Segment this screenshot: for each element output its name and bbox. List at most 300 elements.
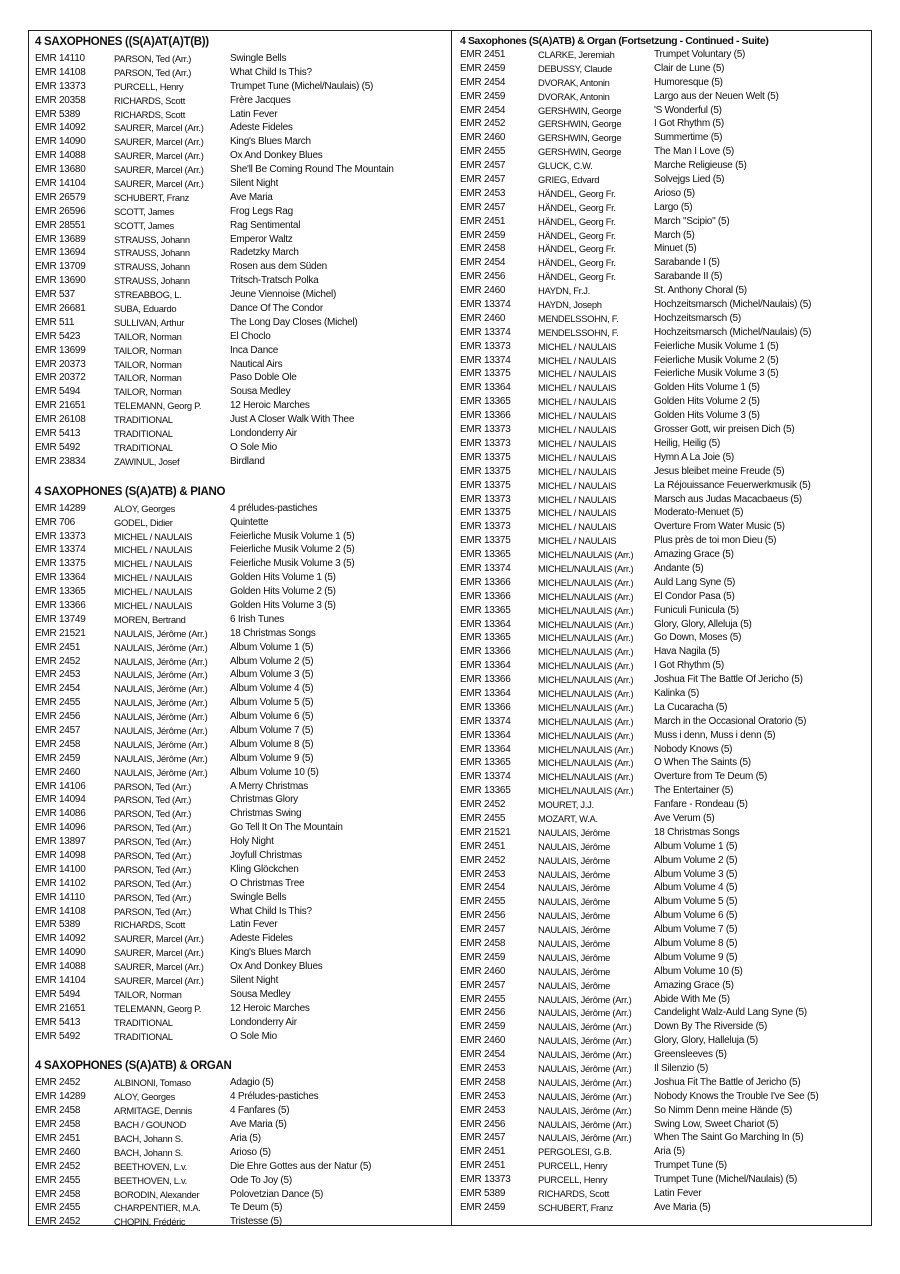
catalog-row: [35, 571, 447, 585]
title: Joshua Fit The Battle Of Jericho (5): [654, 674, 803, 686]
composer: SAURER, Marcel (Arr.): [114, 975, 204, 986]
catalog-row: [460, 993, 870, 1007]
catalog-number: EMR 14088: [35, 961, 86, 973]
title: Nautical Airs: [230, 358, 283, 370]
composer: NAULAIS, Jérôme (Arr.): [538, 1049, 632, 1061]
column-divider: [451, 30, 452, 1226]
catalog-number: EMR 28551: [35, 219, 86, 231]
title: Nobody Knows (5): [654, 743, 733, 755]
composer: HÄNDEL, Georg Fr.: [538, 215, 616, 227]
catalog-row: [35, 752, 447, 766]
title: Album Volume 7 (5): [654, 924, 738, 936]
catalog-row: [460, 756, 870, 770]
catalog-number: EMR 2455: [35, 1174, 81, 1186]
catalog-number: EMR 2459: [460, 951, 506, 963]
catalog-row: [35, 191, 447, 205]
composer: NAULAIS, Jérôme (Arr.): [114, 627, 208, 639]
section-gap: [35, 1043, 447, 1059]
catalog-number: EMR 14088: [35, 150, 86, 162]
catalog-row: [460, 1090, 870, 1104]
composer: NAULAIS, Jérôme (Arr.): [538, 993, 632, 1005]
composer: PARSON, Ted (Arr.): [114, 780, 192, 792]
catalog-number: EMR 2452: [35, 1077, 81, 1089]
title: King's Blues March: [230, 136, 311, 148]
composer: NAULAIS, Jérôme (Arr.): [538, 1063, 632, 1075]
catalog-number: EMR 2459: [460, 1201, 506, 1213]
composer: NAULAIS, Jérôme (Arr.): [538, 1118, 632, 1130]
title: Hochzeitsmarsch (Michel/Naulais) (5): [654, 326, 812, 338]
composer: MICHEL/NAULAIS (Arr.): [538, 785, 634, 797]
catalog-row: [460, 506, 870, 520]
catalog-number: EMR 2454: [460, 257, 506, 269]
composer: HAYDN, Joseph: [538, 299, 602, 311]
catalog-number: EMR 2456: [35, 711, 81, 723]
catalog-row: [35, 413, 447, 427]
catalog-row: [460, 1104, 870, 1118]
title: Feierliche Musik Volume 2 (5): [654, 354, 779, 366]
composer: MOZART, W.A.: [538, 812, 598, 824]
catalog-number: EMR 14090: [35, 947, 86, 959]
title: Hochzeitsmarsch (Michel/Naulais) (5): [654, 299, 812, 311]
title: Album Volume 3 (5): [230, 669, 314, 681]
catalog-number: EMR 14086: [35, 808, 86, 820]
catalog-row: [460, 895, 870, 909]
composer: PARSON, Ted (Arr.): [114, 905, 192, 917]
title: Album Volume 4 (5): [230, 683, 314, 695]
catalog-row: [460, 868, 870, 882]
catalog-number: EMR 5413: [35, 1016, 81, 1028]
catalog-number: EMR 13365: [460, 632, 511, 644]
title: Golden Hits Volume 3 (5): [654, 410, 760, 422]
composer: MICHEL/NAULAIS (Arr.): [538, 549, 634, 561]
title: Go Tell It On The Mountain: [230, 822, 343, 834]
catalog-row: [460, 145, 870, 159]
composer: HÄNDEL, Georg Fr.: [538, 243, 616, 255]
catalog-number: EMR 2458: [35, 1119, 81, 1131]
catalog-number: EMR 13373: [460, 1174, 511, 1186]
title: Hymn A La Joie (5): [654, 451, 734, 463]
composer: STRAUSS, Johann: [114, 247, 190, 259]
catalog-number: EMR 21521: [460, 826, 511, 838]
composer: MICHEL/NAULAIS (Arr.): [538, 674, 634, 686]
composer: NAULAIS, Jérôme (Arr.): [538, 1007, 632, 1019]
title: Dance Of The Condor: [230, 303, 323, 315]
title: Golden Hits Volume 2 (5): [230, 586, 336, 598]
catalog-row: [35, 1016, 447, 1030]
title: Candelight Walz-Auld Lang Syne (5): [654, 1007, 807, 1019]
title: Ave Maria (5): [654, 1201, 711, 1213]
title: Glory, Glory, Halleluja (5): [654, 1035, 759, 1047]
title: The Man I Love (5): [654, 146, 734, 158]
composer: SCHUBERT, Franz: [538, 1201, 614, 1213]
catalog-row: [35, 655, 447, 669]
catalog-row: [35, 682, 447, 696]
composer: BEETHOVEN, L.v.: [114, 1174, 187, 1186]
composer: MICHEL/NAULAIS (Arr.): [538, 715, 634, 727]
title: O Sole Mio: [230, 1030, 277, 1042]
title: Nobody Knows the Trouble I've See (5): [654, 1090, 819, 1102]
composer: MICHEL / NAULAIS: [114, 558, 193, 570]
catalog-row: [35, 135, 447, 149]
catalog-row: [460, 76, 870, 90]
catalog-number: EMR 13366: [460, 590, 511, 602]
catalog-row: [35, 441, 447, 455]
title: Feierliche Musik Volume 1 (5): [230, 530, 355, 542]
catalog-number: EMR 2459: [35, 752, 81, 764]
catalog-number: EMR 13365: [35, 586, 86, 598]
title: Amazing Grace (5): [654, 549, 734, 561]
catalog-row: [460, 159, 870, 173]
composer: MICHEL/NAULAIS (Arr.): [538, 660, 634, 672]
catalog-number: EMR 5413: [35, 428, 81, 440]
composer: SAURER, Marcel (Arr.): [114, 178, 204, 190]
catalog-row: [460, 1076, 870, 1090]
catalog-row: [460, 340, 870, 354]
catalog-row: [35, 627, 447, 641]
catalog-number: EMR 5389: [460, 1188, 506, 1200]
catalog-row: [35, 877, 447, 891]
catalog-number: EMR 14104: [35, 975, 86, 986]
catalog-number: EMR 2455: [35, 1202, 81, 1214]
title: When The Saint Go Marching In (5): [654, 1132, 804, 1144]
catalog-number: EMR 13364: [460, 687, 511, 699]
title: March (5): [654, 229, 695, 241]
catalog-row: [35, 205, 447, 219]
catalog-number: EMR 2456: [460, 910, 506, 922]
catalog-number: EMR 13897: [35, 836, 86, 848]
composer: PARSON, Ted (Arr.): [114, 891, 192, 903]
catalog-row: [35, 246, 447, 260]
title: Just A Closer Walk With Thee: [230, 414, 355, 426]
catalog-number: EMR 13694: [35, 247, 86, 259]
catalog-number: EMR 2453: [460, 868, 506, 880]
catalog-row: [460, 534, 870, 548]
catalog-number: EMR 2454: [460, 104, 506, 116]
title: Trumpet Tune (Michel/Naulais) (5): [230, 80, 374, 92]
catalog-number: EMR 2454: [35, 683, 81, 695]
composer: MICHEL/NAULAIS (Arr.): [538, 590, 634, 602]
catalog-number: EMR 2458: [460, 938, 506, 949]
composer: MICHEL / NAULAIS: [538, 410, 617, 422]
title: Go Down, Moses (5): [654, 632, 742, 644]
catalog-number: EMR 13375: [460, 368, 511, 380]
catalog-number: EMR 13365: [460, 785, 511, 797]
title: Latin Fever: [230, 108, 278, 120]
title: 6 Irish Tunes: [230, 613, 285, 625]
composer: RICHARDS, Scott: [114, 919, 186, 931]
composer: MICHEL/NAULAIS (Arr.): [538, 632, 634, 644]
composer: PERGOLESI, G.B.: [538, 1146, 612, 1158]
composer: MICHEL / NAULAIS: [538, 424, 617, 436]
title: Auld Lang Syne (5): [654, 576, 736, 588]
catalog-row: [460, 256, 870, 270]
catalog-number: EMR 13374: [35, 544, 86, 556]
title: Joshua Fit The Battle of Jericho (5): [654, 1076, 801, 1088]
catalog-row: [35, 1090, 447, 1104]
title: Rosen aus dem Süden: [230, 261, 327, 273]
title: O Sole Mio: [230, 441, 277, 453]
composer: TELEMANN, Georg P.: [114, 400, 202, 412]
catalog-number: EMR 13373: [35, 530, 86, 542]
catalog-row: [460, 284, 870, 298]
catalog-number: EMR 2455: [460, 146, 506, 158]
catalog-number: EMR 13366: [460, 410, 511, 422]
composer: NAULAIS, Jérôme: [538, 938, 611, 949]
catalog-row: [35, 696, 447, 710]
composer: NAULAIS, Jérôme (Arr.): [114, 697, 208, 709]
composer: STRAUSS, Johann: [114, 275, 190, 287]
title: Album Volume 8 (5): [654, 938, 738, 949]
title: Heilig, Heilig (5): [654, 437, 721, 449]
composer: MICHEL/NAULAIS (Arr.): [538, 646, 634, 658]
catalog-row: [35, 427, 447, 441]
catalog-number: EMR 14098: [35, 849, 86, 861]
catalog-number: EMR 13680: [35, 164, 86, 176]
title: Trumpet Voluntary (5): [654, 49, 746, 60]
catalog-number: EMR 2455: [460, 812, 506, 824]
composer: MICHEL / NAULAIS: [538, 354, 617, 366]
composer: SAURER, Marcel (Arr.): [114, 164, 204, 176]
title: Golden Hits Volume 1 (5): [654, 382, 760, 394]
composer: CHARPENTIER, M.A.: [114, 1202, 201, 1214]
title: Overture From Water Music (5): [654, 521, 785, 533]
catalog-row: [35, 516, 447, 530]
composer: NAULAIS, Jérôme: [538, 910, 611, 922]
catalog-number: EMR 26579: [35, 191, 86, 203]
title: Golden Hits Volume 2 (5): [654, 396, 760, 408]
composer: TAILOR, Norman: [114, 988, 182, 1000]
title: Minuet (5): [654, 243, 697, 255]
catalog-number: EMR 13365: [460, 549, 511, 561]
catalog-row: [460, 729, 870, 743]
catalog-number: EMR 2455: [460, 896, 506, 908]
composer: NAULAIS, Jérôme (Arr.): [114, 711, 208, 723]
composer: RICHARDS, Scott: [114, 94, 186, 106]
catalog-row: [460, 367, 870, 381]
title: Swing Low, Sweet Chariot (5): [654, 1118, 779, 1130]
composer: BACH, Johann S.: [114, 1133, 183, 1145]
catalog-number: EMR 2458: [460, 1076, 506, 1088]
composer: TRADITIONAL: [114, 428, 173, 440]
title: Amazing Grace (5): [654, 979, 734, 991]
composer: PARSON, Ted (Arr.): [114, 808, 192, 820]
catalog-number: EMR 13365: [460, 757, 511, 769]
catalog-row: [35, 946, 447, 960]
catalog-number: EMR 2452: [460, 118, 506, 130]
catalog-number: EMR 13374: [460, 299, 511, 311]
catalog-number: EMR 2451: [460, 49, 506, 60]
catalog-row: [460, 1187, 870, 1201]
composer: HAYDN, Fr.J.: [538, 285, 590, 297]
catalog-row: [460, 395, 870, 409]
title: Sarabande II (5): [654, 271, 723, 283]
composer: BACH / GOUNOD: [114, 1119, 187, 1131]
composer: MENDELSSOHN, F.: [538, 326, 619, 338]
title: Ox And Donkey Blues: [230, 150, 323, 162]
catalog-row: [35, 80, 447, 94]
catalog-number: EMR 2454: [460, 882, 506, 894]
title: King's Blues March: [230, 947, 311, 959]
catalog-row: [460, 215, 870, 229]
catalog-row: [35, 641, 447, 655]
catalog-number: EMR 14106: [35, 780, 86, 792]
composer: NAULAIS, Jérôme: [538, 868, 611, 880]
catalog-row: [35, 163, 447, 177]
catalog-row: [460, 854, 870, 868]
title: Sarabande I (5): [654, 257, 720, 269]
composer: NAULAIS, Jérôme (Arr.): [114, 641, 208, 653]
catalog-row: [35, 863, 447, 877]
title: Feierliche Musik Volume 3 (5): [654, 368, 779, 380]
catalog-row: [460, 326, 870, 340]
catalog-row: [35, 1215, 447, 1229]
catalog-row: [460, 201, 870, 215]
catalog-number: EMR 13373: [460, 493, 511, 505]
catalog-number: EMR 2452: [460, 799, 506, 811]
catalog-row: [35, 233, 447, 247]
composer: MICHEL / NAULAIS: [538, 382, 617, 394]
catalog-number: EMR 2451: [460, 215, 506, 227]
catalog-row: [35, 905, 447, 919]
catalog-row: [460, 701, 870, 715]
title: I Got Rhythm (5): [654, 118, 724, 130]
title: Jesus bleibet meine Freude (5): [654, 465, 785, 477]
title: Inca Dance: [230, 344, 279, 356]
title: Largo (5): [654, 201, 693, 213]
composer: HÄNDEL, Georg Fr.: [538, 229, 616, 241]
catalog-number: EMR 26681: [35, 303, 86, 315]
catalog-row: [35, 316, 447, 330]
composer: MICHEL / NAULAIS: [538, 396, 617, 408]
title: Feierliche Musik Volume 3 (5): [230, 558, 355, 570]
catalog-row: [460, 784, 870, 798]
title: Album Volume 4 (5): [654, 882, 738, 894]
catalog-row: [460, 548, 870, 562]
composer: DVORAK, Antonin: [538, 90, 610, 102]
title: Album Volume 9 (5): [654, 951, 738, 963]
composer: TELEMANN, Georg P.: [114, 1002, 202, 1014]
catalog-row: [460, 631, 870, 645]
catalog-row: [460, 715, 870, 729]
title: Muss i denn, Muss i denn (5): [654, 729, 776, 741]
composer: HÄNDEL, Georg Fr.: [538, 187, 616, 199]
catalog-number: EMR 14092: [35, 933, 86, 945]
catalog-row: [460, 409, 870, 423]
catalog-row: [460, 229, 870, 243]
catalog-row: [35, 344, 447, 358]
catalog-row: [35, 974, 447, 988]
catalog-row: [35, 766, 447, 780]
catalog-row: [460, 645, 870, 659]
title: Album Volume 8 (5): [230, 738, 314, 750]
catalog-number: EMR 13366: [460, 576, 511, 588]
catalog-row: [460, 298, 870, 312]
composer: MOURET, J.J.: [538, 799, 594, 811]
catalog-number: EMR 5492: [35, 441, 81, 453]
title: 'S Wonderful (5): [654, 104, 722, 116]
catalog-number: EMR 13366: [460, 674, 511, 686]
catalog-row: [460, 590, 870, 604]
title: The Entertainer (5): [654, 785, 734, 797]
catalog-number: EMR 2460: [460, 285, 506, 297]
catalog-row: [460, 1131, 870, 1145]
catalog-row: [460, 1006, 870, 1020]
title: 18 Christmas Songs: [230, 627, 316, 639]
composer: HÄNDEL, Georg Fr.: [538, 271, 616, 283]
catalog-number: EMR 2452: [35, 1160, 81, 1172]
title: Kalinka (5): [654, 687, 700, 699]
catalog-row: [35, 94, 447, 108]
catalog-row: [460, 562, 870, 576]
title: Album Volume 3 (5): [654, 868, 738, 880]
catalog-row: [35, 835, 447, 849]
composer: MICHEL/NAULAIS (Arr.): [538, 687, 634, 699]
composer: PARSON, Ted (Arr.): [114, 836, 192, 848]
title: What Child Is This?: [230, 66, 312, 78]
composer: MICHEL / NAULAIS: [114, 544, 193, 556]
title: Clair de Lune (5): [654, 62, 725, 74]
catalog-number: EMR 13749: [35, 613, 86, 625]
catalog-number: EMR 14108: [35, 66, 86, 78]
title: Aria (5): [654, 1146, 685, 1158]
catalog-row: [35, 1160, 447, 1174]
composer: NAULAIS, Jérôme (Arr.): [114, 724, 208, 736]
composer: SAURER, Marcel (Arr.): [114, 933, 204, 945]
title: Christmas Swing: [230, 808, 302, 820]
title: Down By The Riverside (5): [654, 1021, 768, 1033]
title: Summertime (5): [654, 132, 723, 144]
catalog-number: EMR 13364: [460, 382, 511, 394]
catalog-number: EMR 21521: [35, 627, 86, 639]
composer: NAULAIS, Jérôme (Arr.): [114, 669, 208, 681]
catalog-row: [460, 520, 870, 534]
catalog-row: [460, 479, 870, 493]
catalog-row: [460, 1118, 870, 1132]
catalog-number: EMR 2460: [35, 766, 81, 778]
composer: NAULAIS, Jérôme (Arr.): [114, 655, 208, 667]
title: St. Anthony Choral (5): [654, 285, 747, 297]
title: Grosser Gott, wir preisen Dich (5): [654, 424, 795, 436]
composer: MICHEL/NAULAIS (Arr.): [538, 701, 634, 713]
composer: MICHEL / NAULAIS: [114, 572, 193, 584]
catalog-number: EMR 2453: [460, 187, 506, 199]
catalog-row: [460, 104, 870, 118]
catalog-row: [460, 1159, 870, 1173]
catalog-number: EMR 2451: [35, 641, 81, 653]
catalog-number: EMR 13364: [460, 618, 511, 630]
catalog-row: [460, 173, 870, 187]
catalog-number: EMR 13374: [460, 354, 511, 366]
catalog-row: [35, 219, 447, 233]
title: Hava Nagila (5): [654, 646, 720, 658]
composer: GERSHWIN, George: [538, 132, 622, 144]
title: Andante (5): [654, 562, 704, 574]
composer: NAULAIS, Jérôme (Arr.): [538, 1090, 632, 1102]
catalog-number: EMR 14108: [35, 905, 86, 917]
title: Te Deum (5): [230, 1202, 283, 1214]
title: 12 Heroic Marches: [230, 1002, 310, 1014]
title: Album Volume 1 (5): [654, 840, 738, 852]
composer: PURCELL, Henry: [114, 80, 184, 92]
composer: MICHEL / NAULAIS: [538, 340, 617, 352]
composer: NAULAIS, Jérôme: [538, 854, 611, 866]
catalog-row: [460, 826, 870, 840]
catalog-number: EMR 2456: [460, 271, 506, 283]
composer: BACH, Johann S.: [114, 1146, 183, 1158]
catalog-number: EMR 20373: [35, 358, 86, 370]
catalog-number: EMR 14100: [35, 863, 86, 875]
catalog-number: EMR 2458: [460, 243, 506, 255]
